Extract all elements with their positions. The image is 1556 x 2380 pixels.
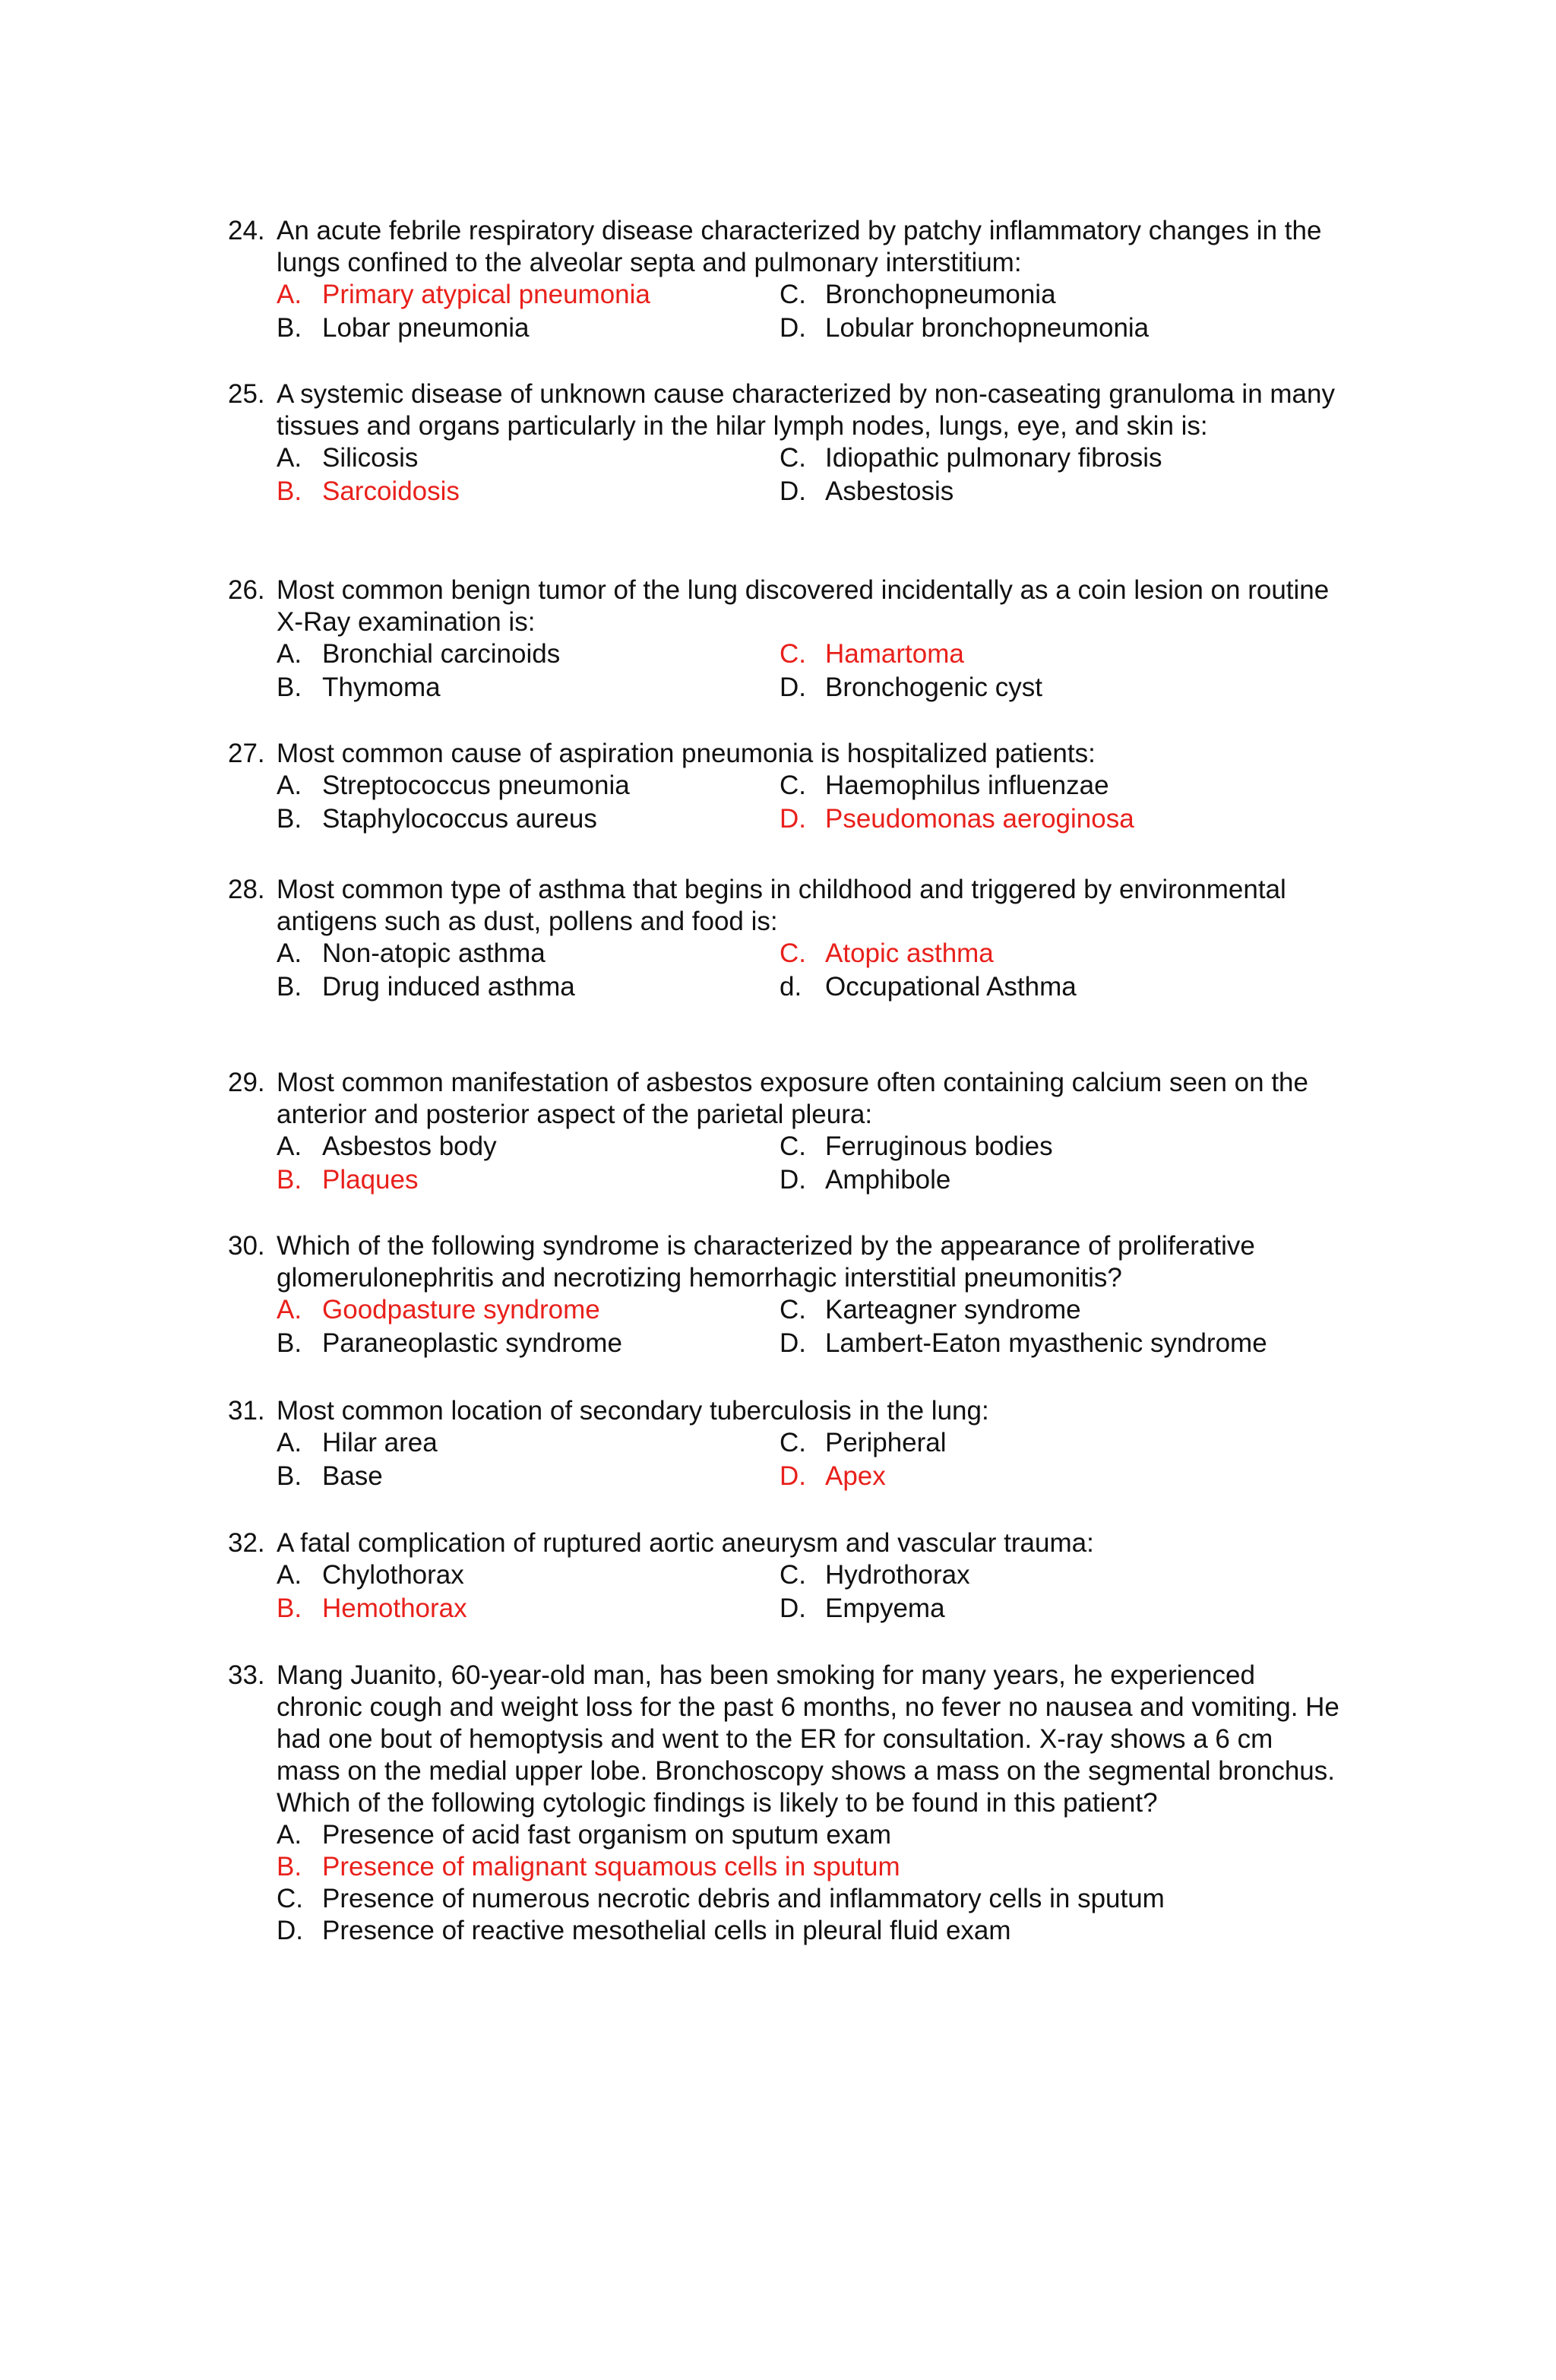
question-31	[228, 1395, 1337, 1494]
option-letter: A.	[277, 1428, 302, 1457]
answer-options	[277, 1294, 1337, 1361]
answer-option	[277, 1427, 780, 1461]
option-letter: B.	[277, 313, 302, 343]
question-number: 27.	[228, 739, 265, 768]
option-text: Presence of numerous necrotic debris and inflammatory cells in sputum	[322, 1884, 1165, 1913]
option-letter: C.	[780, 1295, 806, 1325]
answer-option	[277, 1851, 1340, 1883]
question-text: Mang Juanito, 60-year-old man, has been smoking for many years, he experienced chronic cough and weight loss for the past 6 months, no fever no nausea and vomiting. He had one bout of hemoptysis and went to the ER for consultation. X-ray shows a 6 cm mass on the medial upper lobe. Bronchoscopy shows a mass on the segmental bronchus. Which of the following cytologic findings is likely to be found in this patient?	[277, 1660, 1339, 1818]
question-26	[228, 574, 1337, 705]
answer-option	[780, 312, 1357, 346]
option-letter: C.	[780, 280, 806, 309]
option-text: Goodpasture syndrome	[322, 1295, 600, 1325]
answer-options	[277, 442, 1337, 509]
option-letter: C.	[780, 443, 806, 473]
question-text: Most common benign tumor of the lung discovered incidentally as a coin lesion on routine X-Ray examination is:	[277, 575, 1330, 637]
question-text: Most common type of asthma that begins in childhood and triggered by environmental antigens such as dust, pollens and food is:	[277, 875, 1286, 936]
answer-options	[277, 938, 1337, 1005]
option-letter: A.	[277, 280, 302, 309]
answer-option	[780, 1164, 1357, 1198]
option-text: Chylothorax	[322, 1560, 464, 1590]
answer-option	[780, 279, 1357, 312]
option-letter: B.	[277, 476, 302, 506]
option-text: Hemothorax	[322, 1594, 467, 1623]
option-text: Occupational Asthma	[825, 972, 1077, 1002]
option-text: Sarcoidosis	[322, 476, 460, 506]
option-text: Apex	[825, 1461, 886, 1491]
option-letter: C.	[780, 1560, 806, 1590]
answer-option	[780, 971, 1357, 1005]
question-text: Which of the following syndrome is characterized by the appearance of proliferative glomerulonephritis and necrotizing hemorrhagic interstitial pneumonitis?	[277, 1231, 1255, 1293]
question-27	[228, 738, 1337, 837]
answer-option	[780, 1427, 1357, 1461]
option-text: Peripheral	[825, 1428, 947, 1457]
option-text: Hydrothorax	[825, 1560, 970, 1590]
option-letter: A.	[277, 938, 302, 968]
option-letter: C.	[780, 1428, 806, 1457]
option-text: Hilar area	[322, 1428, 438, 1457]
answer-option	[780, 1131, 1357, 1164]
answer-option	[277, 672, 780, 705]
question-text: Most common manifestation of asbestos exposure often containing calcium seen on the anterior and posterior aspect of the parietal pleura:	[277, 1068, 1308, 1129]
option-letter: A.	[277, 639, 302, 669]
answer-option	[780, 672, 1357, 705]
answer-option	[780, 1328, 1357, 1361]
option-letter: D.	[277, 1916, 303, 1945]
option-letter: A.	[277, 1560, 302, 1590]
answer-option	[277, 1593, 780, 1626]
option-letter: B.	[277, 1328, 302, 1358]
option-text: Ferruginous bodies	[825, 1131, 1053, 1161]
answer-option	[780, 476, 1357, 509]
answer-option	[780, 803, 1357, 837]
option-text: Empyema	[825, 1594, 945, 1623]
option-letter: B.	[277, 673, 302, 702]
option-letter: C.	[780, 771, 806, 800]
answer-option	[277, 1294, 780, 1328]
option-text: Staphylococcus aureus	[322, 804, 597, 834]
answer-option	[277, 1164, 780, 1198]
option-text: Lobular bronchopneumonia	[825, 313, 1150, 343]
option-letter: B.	[277, 804, 302, 834]
question-text: Most common cause of aspiration pneumonia is hospitalized patients:	[277, 739, 1096, 768]
answer-option	[780, 770, 1357, 803]
option-text: Karteagner syndrome	[825, 1295, 1081, 1325]
answer-option	[780, 1559, 1357, 1593]
answer-option	[780, 1593, 1357, 1626]
answer-options	[277, 638, 1337, 705]
option-text: Amphibole	[825, 1165, 951, 1195]
question-30	[228, 1230, 1337, 1361]
question-33	[228, 1660, 1337, 1947]
question-number: 26.	[228, 575, 265, 605]
option-letter: B.	[277, 1594, 302, 1623]
answer-option	[277, 1559, 780, 1593]
option-letter: D.	[780, 476, 806, 506]
option-letter: D.	[780, 1165, 806, 1195]
option-text: Asbestosis	[825, 476, 954, 506]
option-text: Streptococcus pneumonia	[322, 771, 630, 800]
option-text: Asbestos body	[322, 1131, 497, 1161]
answer-option	[277, 1131, 780, 1164]
question-text: A fatal complication of ruptured aortic aneurysm and vascular trauma:	[277, 1528, 1094, 1558]
option-letter: C.	[780, 639, 806, 669]
answer-options	[277, 1131, 1337, 1198]
answer-option	[277, 1461, 780, 1494]
option-text: Silicosis	[322, 443, 419, 473]
option-text: Bronchogenic cyst	[825, 673, 1042, 702]
answer-option	[780, 938, 1357, 971]
option-letter: d.	[780, 972, 802, 1002]
question-number: 29.	[228, 1068, 265, 1097]
option-letter: D.	[780, 673, 806, 702]
option-text: Lambert-Eaton myasthenic syndrome	[825, 1328, 1267, 1358]
answer-option	[277, 442, 780, 476]
option-text: Drug induced asthma	[322, 972, 575, 1002]
question-text: An acute febrile respiratory disease characterized by patchy inflammatory changes in the lungs confined to the alveolar septa and pulmonary interstitium:	[277, 216, 1322, 277]
option-text: Bronchopneumonia	[825, 280, 1056, 309]
option-letter: D.	[780, 1461, 806, 1491]
option-letter: C.	[780, 1131, 806, 1161]
question-29	[228, 1067, 1337, 1198]
question-number: 30.	[228, 1231, 265, 1261]
option-letter: A.	[277, 1131, 302, 1161]
answer-option	[277, 1915, 1340, 1947]
option-letter: D.	[780, 1594, 806, 1623]
question-text: Most common location of secondary tuberculosis in the lung:	[277, 1396, 989, 1426]
question-28	[228, 874, 1337, 1005]
question-number: 28.	[228, 875, 265, 904]
option-text: Bronchial carcinoids	[322, 639, 561, 669]
option-letter: A.	[277, 1820, 302, 1850]
option-letter: B.	[277, 1461, 302, 1491]
answer-options	[277, 1559, 1337, 1626]
question-number: 24.	[228, 216, 265, 245]
answer-options	[277, 279, 1337, 346]
answer-option	[277, 971, 780, 1005]
question-25	[228, 378, 1337, 509]
option-letter: C.	[780, 938, 806, 968]
option-letter: A.	[277, 443, 302, 473]
option-letter: B.	[277, 1852, 302, 1882]
option-text: Presence of reactive mesothelial cells in pleural fluid exam	[322, 1916, 1011, 1945]
option-letter: A.	[277, 1295, 302, 1325]
option-text: Lobar pneumonia	[322, 313, 530, 343]
option-letter: D.	[780, 313, 806, 343]
question-24	[228, 215, 1337, 346]
option-text: Primary atypical pneumonia	[322, 280, 650, 309]
answer-options	[277, 1819, 1337, 1947]
answer-option	[277, 312, 780, 346]
question-32	[228, 1527, 1337, 1626]
option-text: Idiopathic pulmonary fibrosis	[825, 443, 1162, 473]
option-text: Thymoma	[322, 673, 441, 702]
option-letter: C.	[277, 1884, 303, 1913]
answer-option	[277, 476, 780, 509]
answer-option	[277, 1819, 1340, 1851]
option-letter: A.	[277, 771, 302, 800]
option-letter: B.	[277, 972, 302, 1002]
answer-option	[277, 1883, 1340, 1915]
option-text: Haemophilus influenzae	[825, 771, 1109, 800]
answer-option	[277, 938, 780, 971]
option-letter: D.	[780, 1328, 806, 1358]
answer-option	[780, 442, 1357, 476]
option-letter: D.	[780, 804, 806, 834]
answer-options	[277, 1427, 1337, 1494]
answer-option	[780, 638, 1357, 672]
option-letter: B.	[277, 1165, 302, 1195]
answer-option	[277, 279, 780, 312]
option-text: Base	[322, 1461, 383, 1491]
question-text: A systemic disease of unknown cause characterized by non-caseating granuloma in many tissues and organs particularly in the hilar lymph nodes, lungs, eye, and skin is:	[277, 379, 1335, 441]
answer-option	[277, 803, 780, 837]
answer-options	[277, 770, 1337, 837]
question-number: 31.	[228, 1396, 265, 1426]
option-text: Presence of acid fast organism on sputum exam	[322, 1820, 891, 1850]
answer-option	[780, 1294, 1357, 1328]
question-number: 25.	[228, 379, 265, 409]
answer-option	[780, 1461, 1357, 1494]
option-text: Pseudomonas aeroginosa	[825, 804, 1134, 834]
option-text: Hamartoma	[825, 639, 964, 669]
answer-option	[277, 1328, 780, 1361]
option-text: Plaques	[322, 1165, 419, 1195]
option-text: Presence of malignant squamous cells in sputum	[322, 1852, 900, 1882]
question-number: 32.	[228, 1528, 265, 1558]
option-text: Paraneoplastic syndrome	[322, 1328, 622, 1358]
answer-option	[277, 770, 780, 803]
question-number: 33.	[228, 1660, 265, 1690]
option-text: Atopic asthma	[825, 938, 994, 968]
answer-option	[277, 638, 780, 672]
option-text: Non-atopic asthma	[322, 938, 546, 968]
